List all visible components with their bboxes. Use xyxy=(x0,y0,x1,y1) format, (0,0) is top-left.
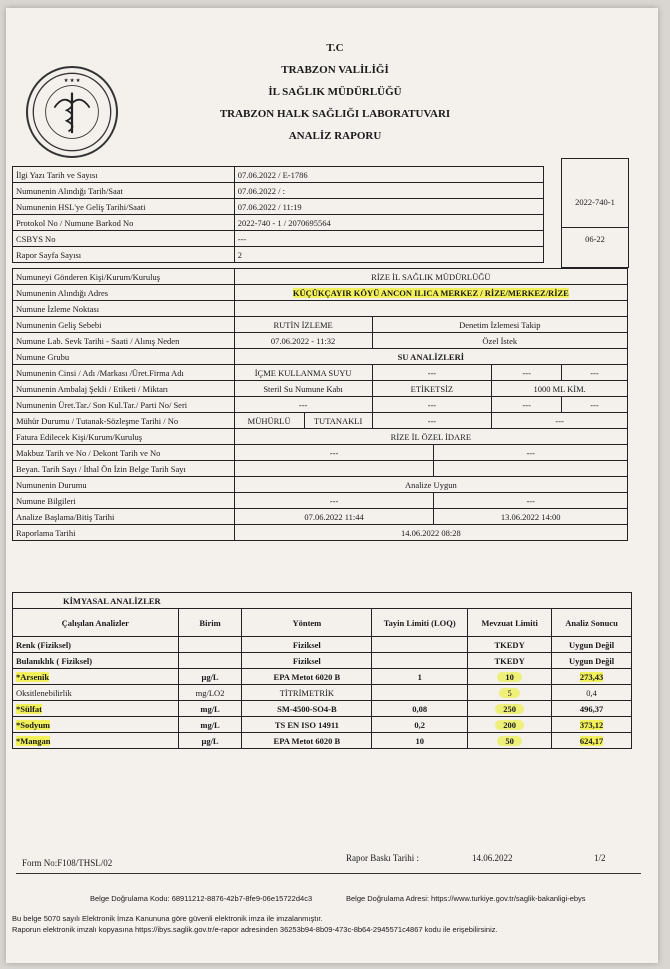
row-value: Özel İstek xyxy=(372,333,627,349)
row-label: Numune Grubu xyxy=(13,349,235,365)
row-value: RİZE İL SAĞLIK MÜDÜRLÜĞÜ xyxy=(234,269,627,285)
table-row xyxy=(13,733,632,749)
row-label: Makbuz Tarih ve No / Dekont Tarih ve No xyxy=(13,445,235,461)
analysis-unit: μg/L xyxy=(178,733,242,749)
side-date: 06-22 xyxy=(562,227,628,244)
verification-address: Belge Doğrulama Adresi: https://www.turkiye.gov.tr/saglik-bakanligi-ebys xyxy=(346,894,586,903)
analysis-loq: 1 xyxy=(372,669,468,685)
analysis-limit: 50 xyxy=(497,736,522,746)
table-row xyxy=(13,183,544,199)
col-header: Analiz Sonucu xyxy=(552,609,632,637)
analysis-unit: μg/L xyxy=(178,669,242,685)
analysis-method: Fiziksel xyxy=(242,637,372,653)
side-code: 2022-740-1 xyxy=(575,197,615,207)
row-value: TUTANAKLI xyxy=(304,413,372,429)
analysis-loq xyxy=(372,637,468,653)
e-signature-law: Bu belge 5070 sayılı Elektronik İmza Kanununa göre güvenli elektronik imza ile imzalanmıştır. xyxy=(12,914,323,923)
table-row xyxy=(13,199,544,215)
analysis-result: Uygun Değil xyxy=(552,653,632,669)
table-row xyxy=(13,231,544,247)
analysis-method: EPA Metot 6020 B xyxy=(242,733,372,749)
table-row xyxy=(13,429,628,445)
table-row xyxy=(13,669,632,685)
row-label: Beyan. Tarih Sayı / İthal Ön İzin Belge Tarih Sayı xyxy=(13,461,235,477)
table-row xyxy=(13,381,628,397)
row-label: Numuneyi Gönderen Kişi/Kurum/Kuruluş xyxy=(13,269,235,285)
analysis-name: *Mangan xyxy=(16,735,51,746)
table-row xyxy=(13,215,544,231)
table-row xyxy=(13,445,628,461)
table-row xyxy=(13,285,628,301)
analysis-name: Renk (Fiziksel) xyxy=(13,637,179,653)
section-title: KİMYASAL ANALİZLER xyxy=(13,593,632,609)
verification-code: Belge Doğrulama Kodu: 68911212-8876-42b7-8fe9-06e15722d4c3 xyxy=(90,894,313,903)
analysis-loq: 0,08 xyxy=(372,701,468,717)
footer-divider xyxy=(16,873,641,874)
row-value: --- xyxy=(562,365,628,381)
side-box xyxy=(561,158,629,268)
row-value: --- xyxy=(372,397,492,413)
table-row xyxy=(13,301,628,317)
row-value: 14.06.2022 08:28 xyxy=(234,525,627,541)
row-value: --- xyxy=(492,413,628,429)
row-label: Numunenin Durumu xyxy=(13,477,235,493)
analysis-name: *Sodyum xyxy=(16,719,51,730)
row-value: SU ANALİZLERİ xyxy=(234,349,627,365)
table-row xyxy=(13,509,628,525)
header-tc: T.C xyxy=(326,42,344,54)
row-value: 2022-740 - 1 / 2070695564 xyxy=(234,215,543,231)
col-header: Mevzuat Limiti xyxy=(468,609,552,637)
table-row xyxy=(13,593,632,609)
table-row xyxy=(13,397,628,413)
table-row xyxy=(13,525,628,541)
sample-info-table xyxy=(12,268,628,541)
table-row xyxy=(13,317,628,333)
row-label: Numunenin Üret.Tar./ Son Kul.Tar./ Parti No/ Seri xyxy=(13,397,235,413)
analysis-method: Fiziksel xyxy=(242,653,372,669)
row-value: 07.06.2022 / 11:19 xyxy=(234,199,543,215)
analysis-method: EPA Metot 6020 B xyxy=(242,669,372,685)
header-laboratory: TRABZON HALK SAĞLIĞI LABORATUVARI xyxy=(219,108,451,120)
table-row xyxy=(13,653,632,669)
row-value: 1000 ML KİM. xyxy=(492,381,628,397)
svg-text:★ ★ ★: ★ ★ ★ xyxy=(63,78,81,85)
row-label: CSBYS No xyxy=(13,231,235,247)
row-value: 07.06.2022 11:44 xyxy=(234,509,434,525)
page-number: 1/2 xyxy=(594,853,606,863)
table-row xyxy=(13,269,628,285)
row-label: Numune Bilgileri xyxy=(13,493,235,509)
row-value: --- xyxy=(434,445,628,461)
col-header: Tayin Limiti (LOQ) xyxy=(372,609,468,637)
row-value: --- xyxy=(492,365,562,381)
row-label: Numunenin Geliş Sebebi xyxy=(13,317,235,333)
table-row xyxy=(13,493,628,509)
analysis-loq: 0,2 xyxy=(372,717,468,733)
table-row xyxy=(13,717,632,733)
table-row xyxy=(13,685,632,701)
table-row xyxy=(13,247,544,263)
row-value: --- xyxy=(234,231,543,247)
analysis-method: SM-4500-SO4-B xyxy=(242,701,372,717)
analysis-table xyxy=(12,592,632,749)
header-valilik: TRABZON VALİLİĞİ xyxy=(281,64,389,76)
row-label: Numunenin Cinsi / Adı /Markası /Üret.Firma Adı xyxy=(13,365,235,381)
table-row xyxy=(13,461,628,477)
analysis-loq xyxy=(372,653,468,669)
analysis-unit: mg/L xyxy=(178,717,242,733)
analysis-unit xyxy=(178,653,242,669)
row-value: Denetim İzlemesi Takip xyxy=(372,317,627,333)
analysis-loq: 10 xyxy=(372,733,468,749)
row-value: 2 xyxy=(234,247,543,263)
analysis-limit: 200 xyxy=(495,720,524,730)
form-number: Form No:F108/THSL/02 xyxy=(22,858,113,868)
table-row xyxy=(13,637,632,653)
table-row xyxy=(13,333,628,349)
analysis-limit: TKEDY xyxy=(468,637,552,653)
row-value: MÜHÜRLÜ xyxy=(234,413,304,429)
analysis-result: 496,37 xyxy=(552,701,632,717)
table-header-row xyxy=(13,609,632,637)
analysis-name: *Sülfat xyxy=(16,703,42,714)
e-report-access: Raporun elektronik imzalı kopyasına https://ibys.saglik.gov.tr/e-rapor adresinden 36253b94-8b09-473c-8b64-2945571c4867 kodu ile erişebilirsiniz. xyxy=(12,925,498,934)
row-value: 07.06.2022 / : xyxy=(234,183,543,199)
analysis-name: Oksitlenebilirlik xyxy=(13,685,179,701)
header-report-title: ANALİZ RAPORU xyxy=(288,130,382,142)
col-header: Birim xyxy=(178,609,242,637)
row-label: İlgi Yazı Tarih ve Sayısı xyxy=(13,167,235,183)
analysis-method: TS EN ISO 14911 xyxy=(242,717,372,733)
row-label: Analize Başlama/Bitiş Tarihi xyxy=(13,509,235,525)
address-value: KÜÇÜKÇAYIR KÖYÜ ANCON ILICA MERKEZ / RİZE/MERKEZ/RİZE xyxy=(292,287,569,298)
row-value: 13.06.2022 14:00 xyxy=(434,509,628,525)
analysis-name: Bulanıklık ( Fiziksel) xyxy=(13,653,179,669)
table-row xyxy=(13,365,628,381)
table-row xyxy=(13,167,544,183)
analysis-result: 0,4 xyxy=(552,685,632,701)
row-label: Numune İzleme Noktası xyxy=(13,301,235,317)
analysis-limit: 250 xyxy=(495,704,524,714)
analysis-result: 624,17 xyxy=(579,735,604,746)
analysis-unit: mg/L xyxy=(178,701,242,717)
row-value: --- xyxy=(234,397,372,413)
row-label: Numunenin Alındığı Adres xyxy=(13,285,235,301)
analysis-name: *Arsenik xyxy=(16,671,50,682)
row-value: --- xyxy=(434,493,628,509)
row-value: --- xyxy=(234,493,434,509)
analysis-loq xyxy=(372,685,468,701)
analysis-method: TİTRİMETRİK xyxy=(242,685,372,701)
analysis-unit xyxy=(178,637,242,653)
header-mudurluk: İL SAĞLIK MÜDÜRLÜĞÜ xyxy=(268,86,402,98)
row-value: ETİKETSİZ xyxy=(372,381,492,397)
row-label: Protokol No / Numune Barkod No xyxy=(13,215,235,231)
row-label: Numunenin Ambalaj Şekli / Etiketi / Miktarı xyxy=(13,381,235,397)
analysis-limit: 10 xyxy=(497,672,522,682)
table-row xyxy=(13,349,628,365)
row-label: Fatura Edilecek Kişi/Kurum/Kuruluş xyxy=(13,429,235,445)
row-label: Mühür Durumu / Tutanak-Sözleşme Tarihi / No xyxy=(13,413,235,429)
table-row xyxy=(13,413,628,429)
top-info-table xyxy=(12,166,544,263)
row-value: RİZE İL ÖZEL İDARE xyxy=(234,429,627,445)
row-label: Numunenin Alındığı Tarih/Saat xyxy=(13,183,235,199)
row-label: Numune Lab. Sevk Tarihi - Saati / Alınış Neden xyxy=(13,333,235,349)
analysis-result: 273,43 xyxy=(579,671,604,682)
print-date: 14.06.2022 xyxy=(472,853,513,863)
row-value: --- xyxy=(372,413,492,429)
analysis-result: 373,12 xyxy=(579,719,604,730)
row-value: --- xyxy=(372,365,492,381)
row-value: İÇME KULLANMA SUYU xyxy=(234,365,372,381)
row-value: --- xyxy=(234,445,434,461)
row-label: Raporlama Tarihi xyxy=(13,525,235,541)
report-paper xyxy=(6,8,658,963)
print-date-label: Rapor Baskı Tarihi : xyxy=(346,853,419,863)
row-value: --- xyxy=(492,397,562,413)
row-label: Numunenin HSL'ye Geliş Tarihi/Saati xyxy=(13,199,235,215)
row-value: RUTİN İZLEME xyxy=(234,317,372,333)
table-row xyxy=(13,477,628,493)
col-header: Yöntem xyxy=(242,609,372,637)
row-value: --- xyxy=(562,397,628,413)
row-value: Steril Su Numune Kabı xyxy=(234,381,372,397)
row-value: 07.06.2022 / E-1786 xyxy=(234,167,543,183)
analysis-limit: 5 xyxy=(499,688,519,698)
analysis-unit: mg/LO2 xyxy=(178,685,242,701)
analysis-result: Uygun Değil xyxy=(552,637,632,653)
table-row xyxy=(13,701,632,717)
row-value: 07.06.2022 - 11:32 xyxy=(234,333,372,349)
row-label: Rapor Sayfa Sayısı xyxy=(13,247,235,263)
col-header: Çalışılan Analizler xyxy=(13,609,179,637)
analysis-limit: TKEDY xyxy=(468,653,552,669)
row-value: Analize Uygun xyxy=(234,477,627,493)
